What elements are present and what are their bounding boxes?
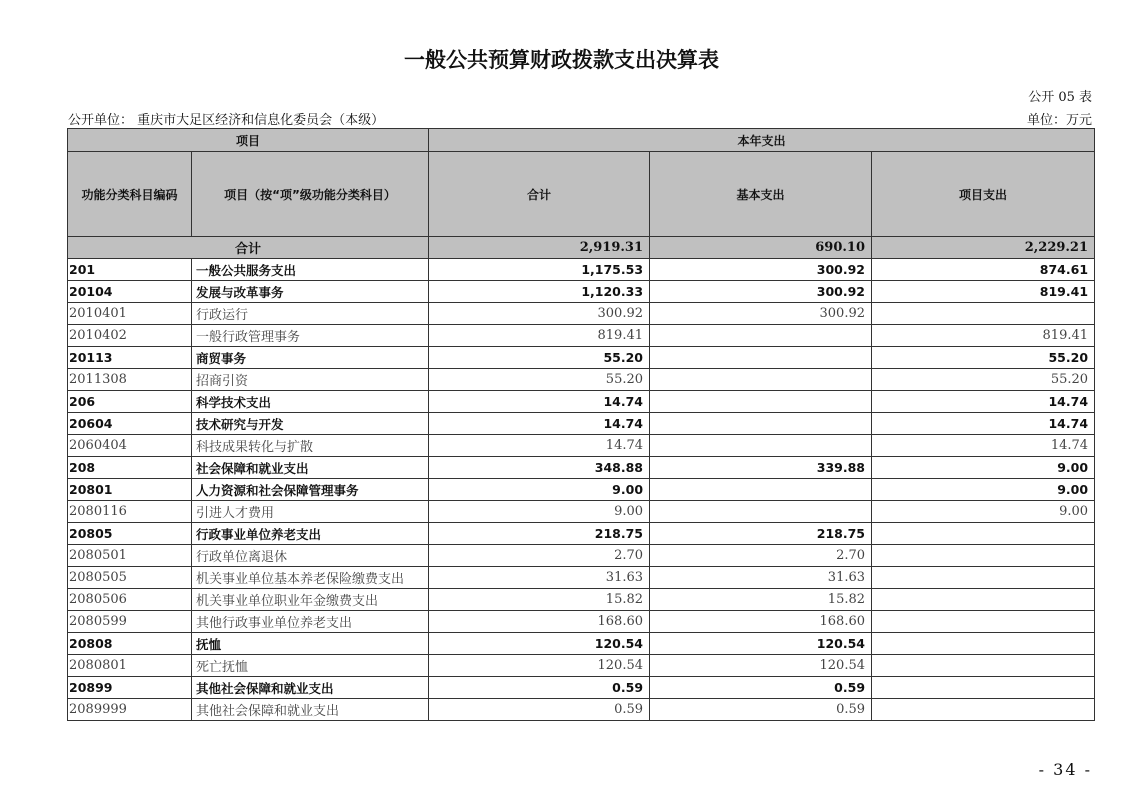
row-name: 死亡抚恤	[192, 655, 429, 677]
row-basic: 2.70	[650, 545, 872, 567]
row-name: 发展与改革事务	[192, 281, 429, 303]
row-code: 20104	[68, 281, 192, 303]
header-current-year: 本年支出	[429, 129, 1095, 152]
row-basic: 300.92	[650, 259, 872, 281]
row-basic	[650, 347, 872, 369]
row-basic	[650, 501, 872, 523]
row-total: 0.59	[429, 699, 650, 721]
header-row-2	[68, 152, 1095, 237]
row-code: 20805	[68, 523, 192, 545]
row-code: 20899	[68, 677, 192, 699]
row-total: 2.70	[429, 545, 650, 567]
row-name: 一般公共服务支出	[192, 259, 429, 281]
row-project: 14.74	[872, 435, 1095, 457]
table-row	[68, 545, 1095, 567]
row-name: 招商引资	[192, 369, 429, 391]
row-project: 874.61	[872, 259, 1095, 281]
row-total: 9.00	[429, 479, 650, 501]
form-number: 公开 05 表	[1028, 90, 1092, 105]
table-row	[68, 611, 1095, 633]
header-project-exp: 项目支出	[872, 152, 1095, 237]
table-row	[68, 655, 1095, 677]
total-total: 2,919.31	[429, 237, 650, 259]
row-basic	[650, 391, 872, 413]
row-name: 行政运行	[192, 303, 429, 325]
row-total: 120.54	[429, 655, 650, 677]
row-total: 14.74	[429, 391, 650, 413]
row-name: 其他行政事业单位养老支出	[192, 611, 429, 633]
header-name: 项目（按“项”级功能分类科目）	[192, 152, 429, 237]
row-code: 20113	[68, 347, 192, 369]
row-project: 55.20	[872, 347, 1095, 369]
row-project	[872, 655, 1095, 677]
row-basic	[650, 435, 872, 457]
row-code: 2080501	[68, 545, 192, 567]
row-project: 819.41	[872, 281, 1095, 303]
row-basic: 218.75	[650, 523, 872, 545]
table-row	[68, 633, 1095, 655]
table-row	[68, 589, 1095, 611]
row-project: 14.74	[872, 391, 1095, 413]
table-row	[68, 523, 1095, 545]
header-row-1	[68, 129, 1095, 152]
row-code: 2080506	[68, 589, 192, 611]
header-code: 功能分类科目编码	[68, 152, 192, 237]
row-total: 55.20	[429, 347, 650, 369]
row-total: 0.59	[429, 677, 650, 699]
row-name: 机关事业单位基本养老保险缴费支出	[192, 567, 429, 589]
table-row	[68, 457, 1095, 479]
row-total: 55.20	[429, 369, 650, 391]
header-basic: 基本支出	[650, 152, 872, 237]
row-total: 14.74	[429, 413, 650, 435]
table-row	[68, 677, 1095, 699]
row-name: 社会保障和就业支出	[192, 457, 429, 479]
row-project: 9.00	[872, 501, 1095, 523]
row-name: 科技成果转化与扩散	[192, 435, 429, 457]
row-project	[872, 303, 1095, 325]
table-row	[68, 259, 1095, 281]
row-total: 1,175.53	[429, 259, 650, 281]
row-basic: 300.92	[650, 281, 872, 303]
table-row	[68, 501, 1095, 523]
page-number: - 34 -	[1038, 760, 1092, 779]
row-total: 120.54	[429, 633, 650, 655]
row-code: 20808	[68, 633, 192, 655]
row-project: 14.74	[872, 413, 1095, 435]
money-unit: 单位：万元	[1026, 113, 1092, 128]
row-basic	[650, 369, 872, 391]
document-title: 一般公共预算财政拨款支出决算表	[404, 48, 719, 72]
row-basic: 120.54	[650, 633, 872, 655]
total-project: 2,229.21	[872, 237, 1095, 259]
table-row	[68, 391, 1095, 413]
row-project: 55.20	[872, 369, 1095, 391]
table-row	[68, 479, 1095, 501]
row-code: 2010402	[68, 325, 192, 347]
row-project	[872, 699, 1095, 721]
row-code: 2011308	[68, 369, 192, 391]
row-total: 9.00	[429, 501, 650, 523]
row-name: 行政事业单位养老支出	[192, 523, 429, 545]
header-project: 项目	[68, 129, 429, 152]
row-project	[872, 677, 1095, 699]
row-basic: 31.63	[650, 567, 872, 589]
row-project	[872, 633, 1095, 655]
row-total: 14.74	[429, 435, 650, 457]
row-code: 208	[68, 457, 192, 479]
table-row	[68, 567, 1095, 589]
row-total: 31.63	[429, 567, 650, 589]
row-total: 819.41	[429, 325, 650, 347]
row-code: 2080116	[68, 501, 192, 523]
row-project	[872, 523, 1095, 545]
row-project: 9.00	[872, 479, 1095, 501]
table-row	[68, 347, 1095, 369]
row-basic: 339.88	[650, 457, 872, 479]
row-code: 2080599	[68, 611, 192, 633]
row-basic: 15.82	[650, 589, 872, 611]
row-total: 300.92	[429, 303, 650, 325]
row-name: 机关事业单位职业年金缴费支出	[192, 589, 429, 611]
row-name: 商贸事务	[192, 347, 429, 369]
table-row	[68, 413, 1095, 435]
row-code: 2080505	[68, 567, 192, 589]
row-code: 2089999	[68, 699, 192, 721]
table-row	[68, 303, 1095, 325]
row-code: 2080801	[68, 655, 192, 677]
row-name: 一般行政管理事务	[192, 325, 429, 347]
unit-line	[68, 109, 1092, 127]
row-project	[872, 567, 1095, 589]
table-row	[68, 435, 1095, 457]
row-basic: 0.59	[650, 699, 872, 721]
row-basic	[650, 413, 872, 435]
row-code: 2010401	[68, 303, 192, 325]
row-code: 2060404	[68, 435, 192, 457]
header-total: 合计	[429, 152, 650, 237]
row-project	[872, 589, 1095, 611]
row-project: 819.41	[872, 325, 1095, 347]
row-code: 201	[68, 259, 192, 281]
expenditure-table	[67, 128, 1095, 721]
row-basic	[650, 479, 872, 501]
row-code: 20604	[68, 413, 192, 435]
row-project	[872, 545, 1095, 567]
row-project	[872, 611, 1095, 633]
row-name: 人力资源和社会保障管理事务	[192, 479, 429, 501]
row-total: 218.75	[429, 523, 650, 545]
total-label: 合计	[68, 237, 429, 259]
row-name: 技术研究与开发	[192, 413, 429, 435]
row-name: 科学技术支出	[192, 391, 429, 413]
table-row	[68, 325, 1095, 347]
row-name: 其他社会保障和就业支出	[192, 699, 429, 721]
row-code: 206	[68, 391, 192, 413]
row-name: 其他社会保障和就业支出	[192, 677, 429, 699]
reporting-unit: 公开单位： 重庆市大足区经济和信息化委员会（本级）	[68, 113, 385, 128]
row-basic: 0.59	[650, 677, 872, 699]
row-total: 15.82	[429, 589, 650, 611]
row-basic: 120.54	[650, 655, 872, 677]
table-row	[68, 699, 1095, 721]
total-row	[68, 237, 1095, 259]
row-total: 168.60	[429, 611, 650, 633]
row-name: 抚恤	[192, 633, 429, 655]
table-row	[68, 369, 1095, 391]
row-total: 1,120.33	[429, 281, 650, 303]
row-basic: 168.60	[650, 611, 872, 633]
row-name: 引进人才费用	[192, 501, 429, 523]
row-basic: 300.92	[650, 303, 872, 325]
row-basic	[650, 325, 872, 347]
row-total: 348.88	[429, 457, 650, 479]
row-code: 20801	[68, 479, 192, 501]
table-row	[68, 281, 1095, 303]
row-name: 行政单位离退休	[192, 545, 429, 567]
row-project: 9.00	[872, 457, 1095, 479]
total-basic: 690.10	[650, 237, 872, 259]
